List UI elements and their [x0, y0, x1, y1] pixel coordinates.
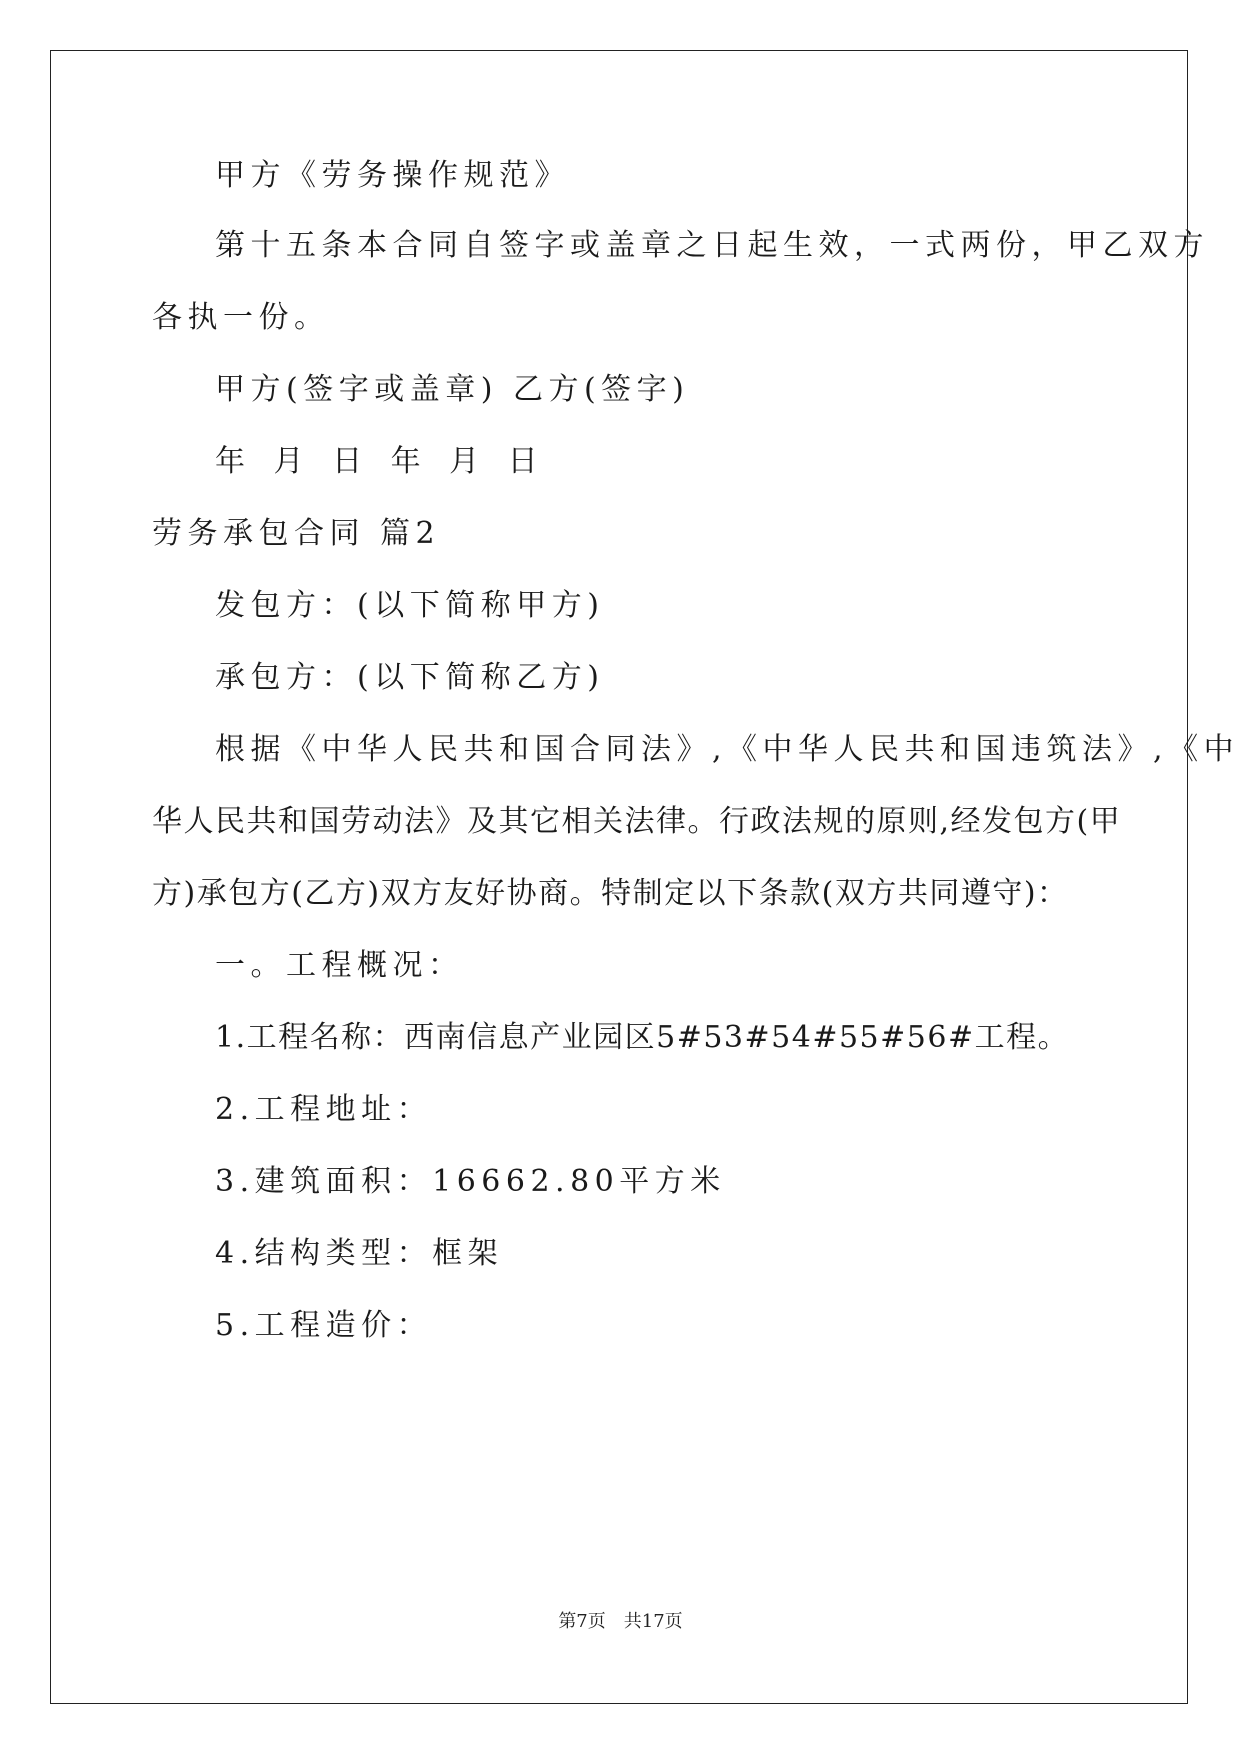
- paragraph-line: 承包方：(以下简称乙方): [215, 660, 605, 695]
- paragraph-line: 甲方(签字或盖章) 乙方(签字): [215, 372, 690, 407]
- paragraph-line: 3.建筑面积：16662.80平方米: [215, 1164, 726, 1199]
- paragraph-line: 第十五条本合同自签字或盖章之日起生效，一式两份，甲乙双方: [215, 228, 1209, 263]
- paragraph-line: 华人民共和国劳动法》及其它相关法律。行政法规的原则,经发包方(甲: [152, 804, 1122, 839]
- paragraph-line: 年 月 日 年 月 日: [215, 444, 544, 479]
- paragraph-line: 4.结构类型：框架: [215, 1236, 504, 1271]
- paragraph-line: 2.工程地址：: [215, 1092, 433, 1127]
- paragraph-line: 各执一份。: [152, 300, 330, 335]
- paragraph-line: 发包方：(以下简称甲方): [215, 588, 605, 623]
- section-heading: 劳务承包合同 篇2: [152, 516, 441, 551]
- paragraph-line: 一。工程概况：: [215, 948, 464, 983]
- paragraph-line: 方)承包方(乙方)双方友好协商。特制定以下条款(双方共同遵守)：: [152, 876, 1069, 911]
- paragraph-line: 甲方《劳务操作规范》: [215, 158, 570, 193]
- paragraph-line: 5.工程造价：: [215, 1308, 433, 1343]
- paragraph-line: 根据《中华人民共和国合同法》,《中华人民共和国违筑法》,《中: [215, 732, 1240, 767]
- paragraph-line: 1.工程名称：西南信息产业园区5#53#54#55#56#工程。: [215, 1020, 1070, 1055]
- page-number-footer: 第7页 共17页: [558, 1611, 683, 1632]
